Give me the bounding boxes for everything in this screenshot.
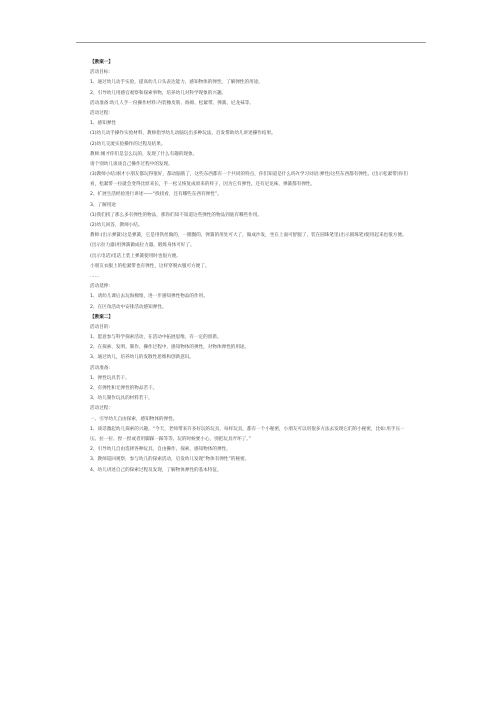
text-line: 2、引导幼儿自由选择各种玩具，自由操作、探索，感知物体的弹性。 xyxy=(90,447,231,453)
text-line: 教师:刚才你们是怎么玩的，发现了什么有趣的现象。 xyxy=(90,151,198,157)
text-line: 活动过程: xyxy=(90,406,110,412)
text-line: 2、在区角活动中安排活动感知弹性。 xyxy=(90,304,167,310)
text-line: (1)我们找了那么多有弹性的物品，那你们知不知道这些弹性的物品到底有哪些作用。 xyxy=(90,212,262,218)
text-line: 3、了解用途 xyxy=(90,202,116,208)
text-line: 小朋友衣服上的松紧带也有弹性，这样穿脱衣服可方便了。 xyxy=(90,263,210,269)
text-line: 一、引导幼儿自由探索，感知物体的弹性。 xyxy=(90,416,178,422)
text-line: (2)幼儿回答，教师小结。 xyxy=(90,223,143,229)
text-line: 活动目标: xyxy=(90,70,110,76)
text-line: 活动延伸: xyxy=(90,284,110,290)
text-line: 1、感知弹性 xyxy=(90,121,116,127)
text-line: 活动过程: xyxy=(90,110,110,116)
text-line: 2、有弹性和无弹性的物品若干。 xyxy=(90,386,158,392)
lesson-plan-1-heading: 【教案一】 xyxy=(90,60,113,65)
text-line: (出示拉力器)用弹簧做成拉力器，锻炼身体可好了。 xyxy=(90,243,195,249)
text-line: 2、引导幼儿用感官观察和探索事物，培养幼儿对科学现象的兴趣。 xyxy=(90,90,227,96)
paragraph: (3)教师小结:刚才小朋友都玩得很好，都动脑筋了，这些东西都有一个共同的特点，你们知道是什么吗?(学习词语:弹性)这些东西都有弹性。(出示松紧带)你们看，松紧带一拉就会变得比原来长，手一松又恢复成原来的样子，因为它有弹性。还有尼龙袜，弹簧都有弹性。 xyxy=(90,172,408,188)
text-line: 1、通过幼儿动手实验，提高幼儿口头表达能力，感知物体的弹性，了解弹性的用途。 xyxy=(90,80,263,86)
text-line: 3、教师巡回观察，参与幼儿的探索活动，启发幼儿发现“物体有弹性”的秘密。 xyxy=(90,457,250,463)
text-line: (1)幼儿动手操作实验材料，教师指导幼儿动脑玩出多种玩法，启发帮助幼儿讲述操作结果。 xyxy=(90,131,276,137)
document-body xyxy=(90,58,410,476)
text-line: 1、愿意参与科学探索活动，在活动中拓展思维，有一定的创新。 xyxy=(90,335,222,341)
header-rule xyxy=(76,42,426,43)
text-line: (2)幼儿交流实验操作的过程及结果。 xyxy=(90,141,166,147)
text-line: 3、幼儿制作玩具的材料若干。 xyxy=(90,396,153,402)
text-line: 3、通过幼儿，培养幼儿的发散性思维和创新意识。 xyxy=(90,355,194,361)
text-line: (出示电话)电话上装上弹簧使用时也很方便。 xyxy=(90,253,181,259)
text-line: 活动准备: xyxy=(90,365,110,371)
text-line: 2、在探索、发明、制作、操作过程中，感知物体的弹性，对物体弹性的用途。 xyxy=(90,345,250,351)
text-line: 4、幼儿讲述自己的探索过程及发现，了解物体弹性的基本特征。 xyxy=(90,467,222,473)
text-line: 活动目的: xyxy=(90,324,110,330)
paragraph: 教师:(出示弹簧)这是弹簧，它是用铁丝做的，一圈圈的，弹簧的用处可大了，做成沙发，坐在上面可舒服了，装在圆珠笔里(出示圆珠笔)使用起来也很方便。 xyxy=(90,233,407,239)
text-line: 活动准备:幼儿人手一份操作材料:内装橡皮筋、海绵、松紧带、弹簧、尼龙袜等。 xyxy=(90,100,254,106)
text-line: 请个别幼儿谈谈自己操作过程中的发现。 xyxy=(90,161,173,167)
lesson-plan-2-heading: 【教案二】 xyxy=(90,314,113,320)
ellipsis-line: …… xyxy=(90,273,100,279)
text-line: 2、扩展生活经验进行讲述——“找找看，还有哪些东西有弹性”。 xyxy=(90,192,222,198)
paragraph: 1、谈话激起幼儿探索的兴趣。“今天，老师带来许多好玩的玩具，每样玩具，都有一个小秘密，小朋友可以用很多方法去发现它们的小秘密，比如:用手压一压、拉一拉、捏一捏或者用脚踩一踩等等。玩的时候要小心，别把玩具弄坏了。” xyxy=(90,426,405,442)
text-line: 1、请幼儿课后去玩海棉堆，进一步感知弹性物品的作用。 xyxy=(90,294,208,300)
text-line: 1、弹性玩具若干。 xyxy=(90,375,130,381)
